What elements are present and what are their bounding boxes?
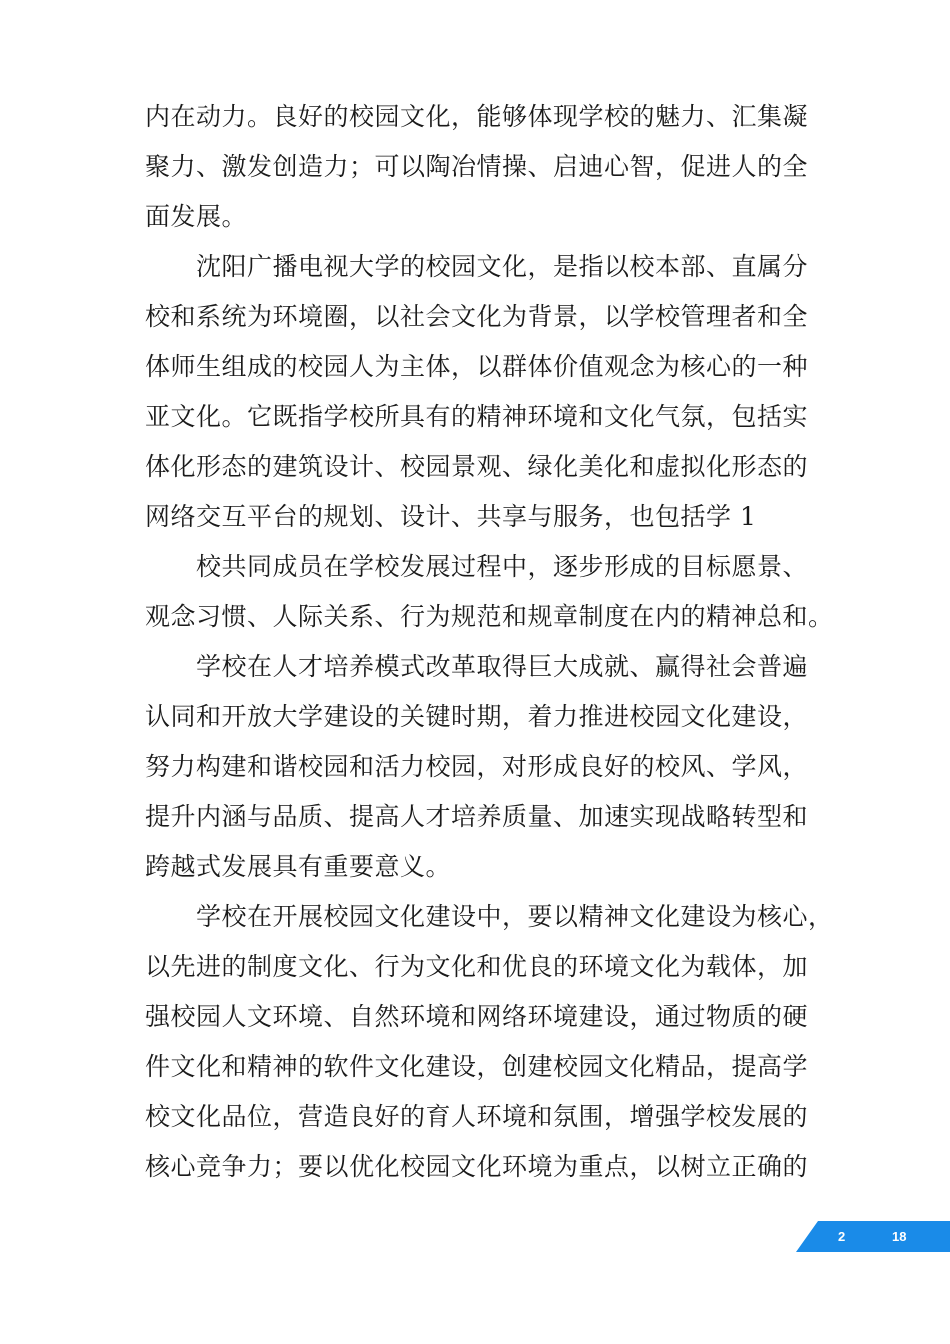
text-line: 内在动力。良好的校园文化，能够体现学校的魅力、汇集凝 — [145, 102, 809, 131]
page-number-badge — [796, 1221, 950, 1252]
text-line: 面发展。 — [145, 202, 248, 231]
paragraph-first-line: 学校在开展校园文化建设中，要以精神文化建设为核心， — [196, 902, 834, 931]
text-line: 认同和开放大学建设的关键时期，着力推进校园文化建设， — [145, 702, 809, 731]
paragraph-first-line: 校共同成员在学校发展过程中，逐步形成的目标愿景、 — [196, 552, 809, 581]
text-line: 亚文化。它既指学校所具有的精神环境和文化气氛，包括实 — [145, 402, 809, 431]
text-line: 聚力、激发创造力；可以陶冶情操、启迪心智，促进人的全 — [145, 152, 809, 181]
text-line: 以先进的制度文化、行为文化和优良的环境文化为载体，加 — [145, 952, 809, 981]
text-line: 观念习惯、人际关系、行为规范和规章制度在内的精神总和。 — [145, 602, 834, 631]
text-line: 件文化和精神的软件文化建设，创建校园文化精品，提高学 — [145, 1052, 809, 1081]
text-line: 校文化品位，营造良好的育人环境和氛围，增强学校发展的 — [145, 1102, 809, 1131]
paragraph-first-line: 学校在人才培养模式改革取得巨大成就、赢得社会普遍 — [196, 652, 809, 681]
text-line: 体师生组成的校园人为主体，以群体价值观念为核心的一种 — [145, 352, 809, 381]
text-line: 校和系统为环境圈，以社会文化为背景，以学校管理者和全 — [145, 302, 809, 331]
total-pages-number: 18 — [892, 1229, 907, 1244]
text-line: 体化形态的建筑设计、校园景观、绿化美化和虚拟化形态的 — [145, 452, 809, 481]
text-line: 跨越式发展具有重要意义。 — [145, 852, 452, 881]
text-line: 努力构建和谐校园和活力校园，对形成良好的校风、学风， — [145, 752, 809, 781]
text-line: 强校园人文环境、自然环境和网络环境建设，通过物质的硬 — [145, 1002, 809, 1031]
paragraph-first-line: 沈阳广播电视大学的校园文化，是指以校本部、直属分 — [196, 252, 809, 281]
text-line: 核心竞争力；要以优化校园文化环境为重点，以树立正确的 — [145, 1152, 809, 1181]
text-line: 网络交互平台的规划、设计、共享与服务，也包括学 1 — [145, 502, 757, 531]
text-line: 提升内涵与品质、提高人才培养质量、加速实现战略转型和 — [145, 802, 809, 831]
current-page-number: 2 — [838, 1229, 846, 1244]
